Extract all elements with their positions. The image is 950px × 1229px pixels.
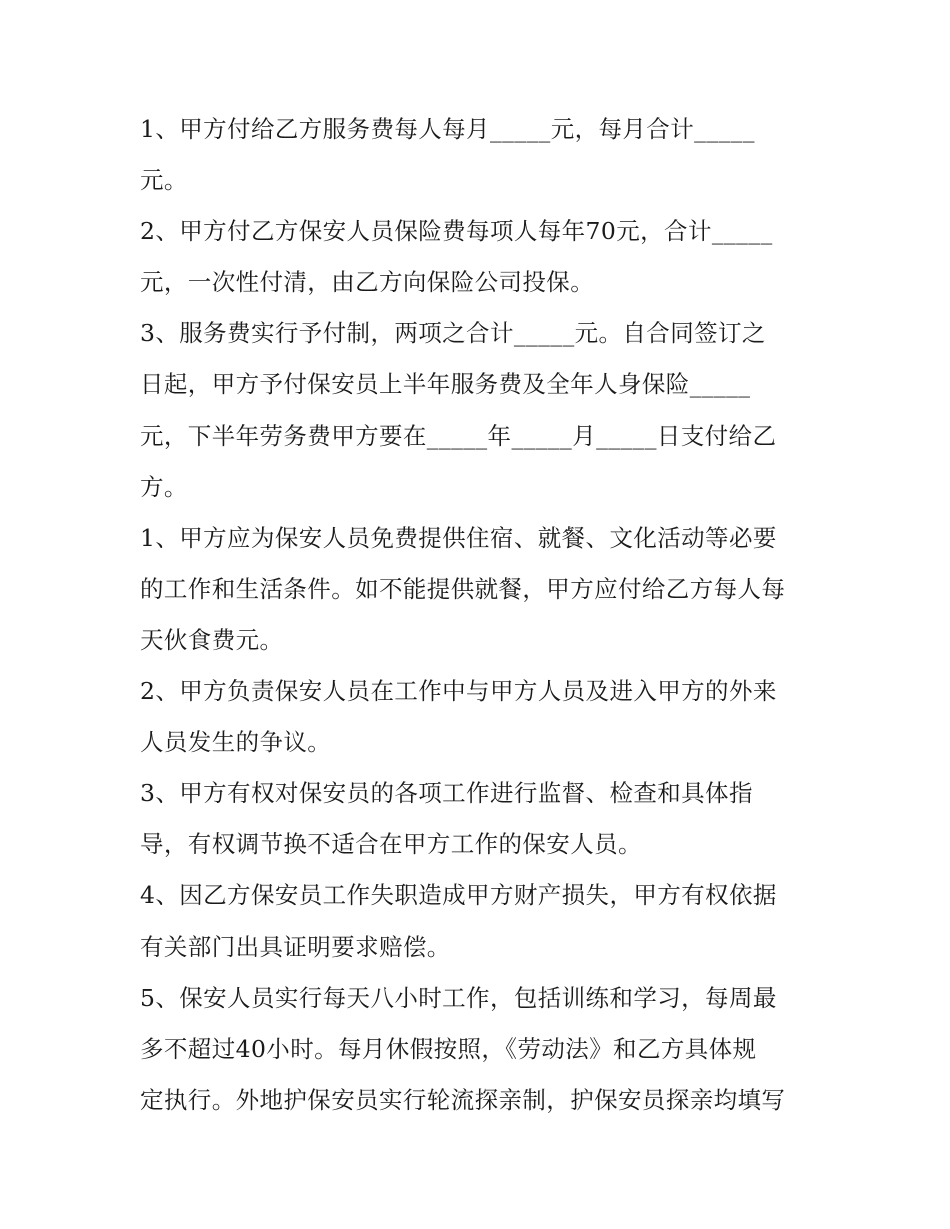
text-line: 2、甲方付乙方保安人员保险费每项人每年70元，合计_____	[140, 217, 773, 246]
text-line: 天伙食费元。	[140, 625, 284, 654]
text-line: 元，下半年劳务费甲方要在_____年_____月_____日支付给乙	[140, 421, 777, 450]
text-line: 1、甲方应为保安人员免费提供住宿、就餐、文化活动等必要	[140, 523, 777, 552]
text-line: 日起，甲方予付保安员上半年服务费及全年人身保险_____	[140, 370, 751, 399]
text-line: 定执行。外地护保安员实行轮流探亲制，护保安员探亲均填写	[140, 1085, 786, 1114]
text-line: 2、甲方负责保安人员在工作中与甲方人员及进入甲方的外来	[140, 677, 777, 706]
text-line: 导，有权调节换不适合在甲方工作的保安人员。	[140, 830, 642, 859]
text-line: 方。	[140, 472, 188, 501]
text-line: 元，一次性付清，由乙方向保险公司投保。	[140, 268, 595, 297]
text-line: 多不超过40小时。每月休假按照，《劳动法》和乙方具体规	[140, 1034, 757, 1063]
text-line: 3、服务费实行予付制，两项之合计_____元。自合同签订之	[140, 319, 766, 348]
text-line: 的工作和生活条件。如不能提供就餐，甲方应付给乙方每人每	[140, 574, 786, 603]
text-line: 元。	[140, 166, 188, 195]
text-line: 4、因乙方保安员工作失职造成甲方财产损失，甲方有权依据	[140, 881, 777, 910]
text-line: 人员发生的争议。	[140, 728, 332, 757]
text-line: 1、甲方付给乙方服务费每人每月_____元，每月合计_____	[140, 115, 755, 143]
text-line: 5、保安人员实行每天八小时工作，包括训练和学习，每周最	[140, 983, 777, 1012]
document-body	[140, 104, 820, 1126]
text-line: 有关部门出具证明要求赔偿。	[140, 932, 451, 961]
text-line: 3、甲方有权对保安员的各项工作进行监督、检查和具体指	[140, 779, 753, 808]
